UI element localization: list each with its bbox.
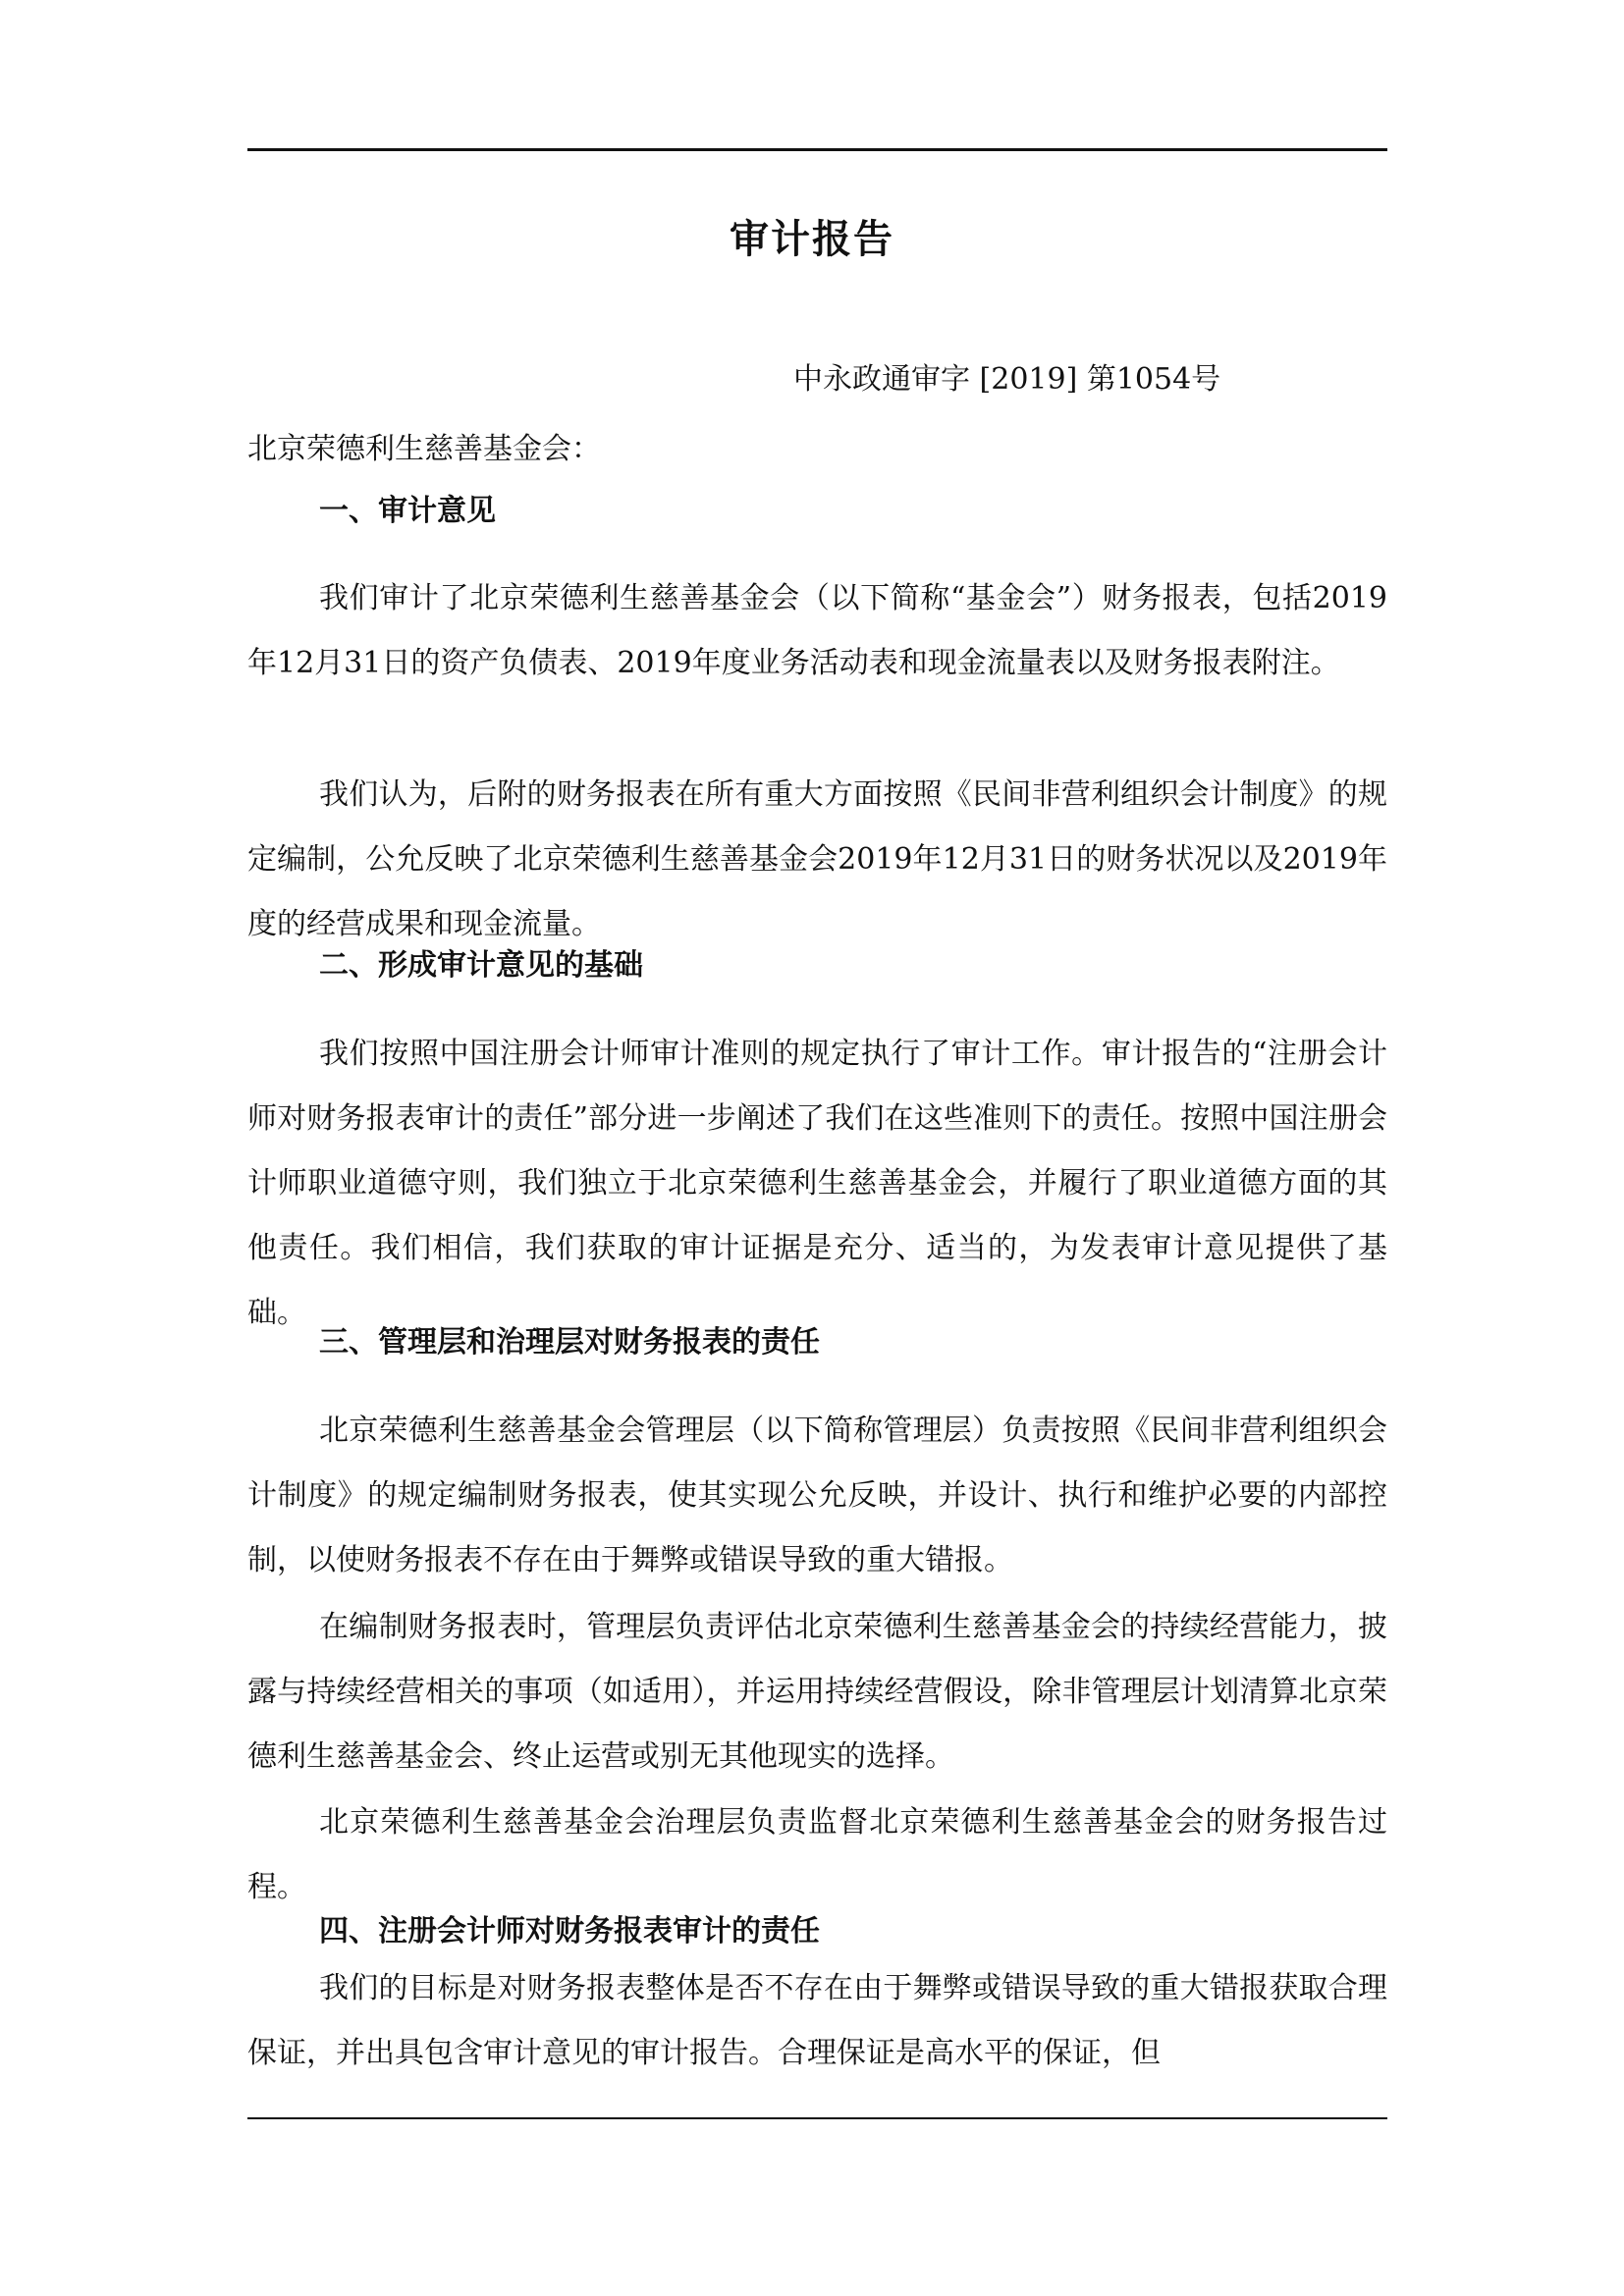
page-title: 审计报告 xyxy=(730,216,894,262)
section-heading-management-responsibility: 三、管理层和治理层对财务报表的责任 xyxy=(319,1325,820,1360)
footer-rule xyxy=(247,2117,1387,2119)
paragraph-management-responsibility: 北京荣德利生慈善基金会管理层（以下简称管理层）负责按照《民间非营利组织会计制度》的规定编制财务报表，使其实现公允反映，并设计、执行和维护必要的内部控制，以使财务报表不存在由于舞弊或错误导致的重大错报。 xyxy=(247,1414,1387,1577)
section-heading-basis-for-opinion: 二、形成审计意见的基础 xyxy=(319,948,643,983)
header-rule xyxy=(247,148,1387,151)
paragraph-basis-for-opinion: 我们按照中国注册会计师审计准则的规定执行了审计工作。审计报告的“注册会计师对财务报表审计的责任”部分进一步阐述了我们在这些准则下的责任。按照中国注册会计师职业道德守则，我们独立于北京荣德利生慈善基金会，并履行了职业道德方面的其他责任。我们相信，我们获取的审计证据是充分、适当的，为发表审计意见提供了基础。 xyxy=(247,1037,1387,1330)
paragraph-auditor-objective: 我们的目标是对财务报表整体是否不存在由于舞弊或错误导致的重大错报获取合理保证，并出具包含审计意见的审计报告。合理保证是高水平的保证，但 xyxy=(247,1971,1387,2070)
section-heading-audit-opinion: 一、审计意见 xyxy=(319,494,496,528)
report-reference-number: 中永政通审字 [2019] 第1054号 xyxy=(793,362,1221,397)
section-heading-auditor-responsibility: 四、注册会计师对财务报表审计的责任 xyxy=(319,1914,820,1949)
paragraph-audit-scope: 我们审计了北京荣德利生慈善基金会（以下简称“基金会”）财务报表，包括2019年12月31日的资产负债表、2019年度业务活动表和现金流量表以及财务报表附注。 xyxy=(247,581,1387,680)
paragraph-opinion-statement: 我们认为，后附的财务报表在所有重大方面按照《民间非营利组织会计制度》的规定编制，公允反映了北京荣德利生慈善基金会2019年12月31日的财务状况以及2019年度的经营成果和现金流量。 xyxy=(247,777,1387,941)
addressee: 北京荣德利生慈善基金会： xyxy=(247,432,601,466)
paragraph-going-concern: 在编制财务报表时，管理层负责评估北京荣德利生慈善基金会的持续经营能力，披露与持续经营相关的事项（如适用），并运用持续经营假设，除非管理层计划清算北京荣德利生慈善基金会、终止运营或别无其他现实的选择。 xyxy=(247,1610,1387,1774)
paragraph-governance-oversight: 北京荣德利生慈善基金会治理层负责监督北京荣德利生慈善基金会的财务报告过程。 xyxy=(247,1805,1387,1904)
